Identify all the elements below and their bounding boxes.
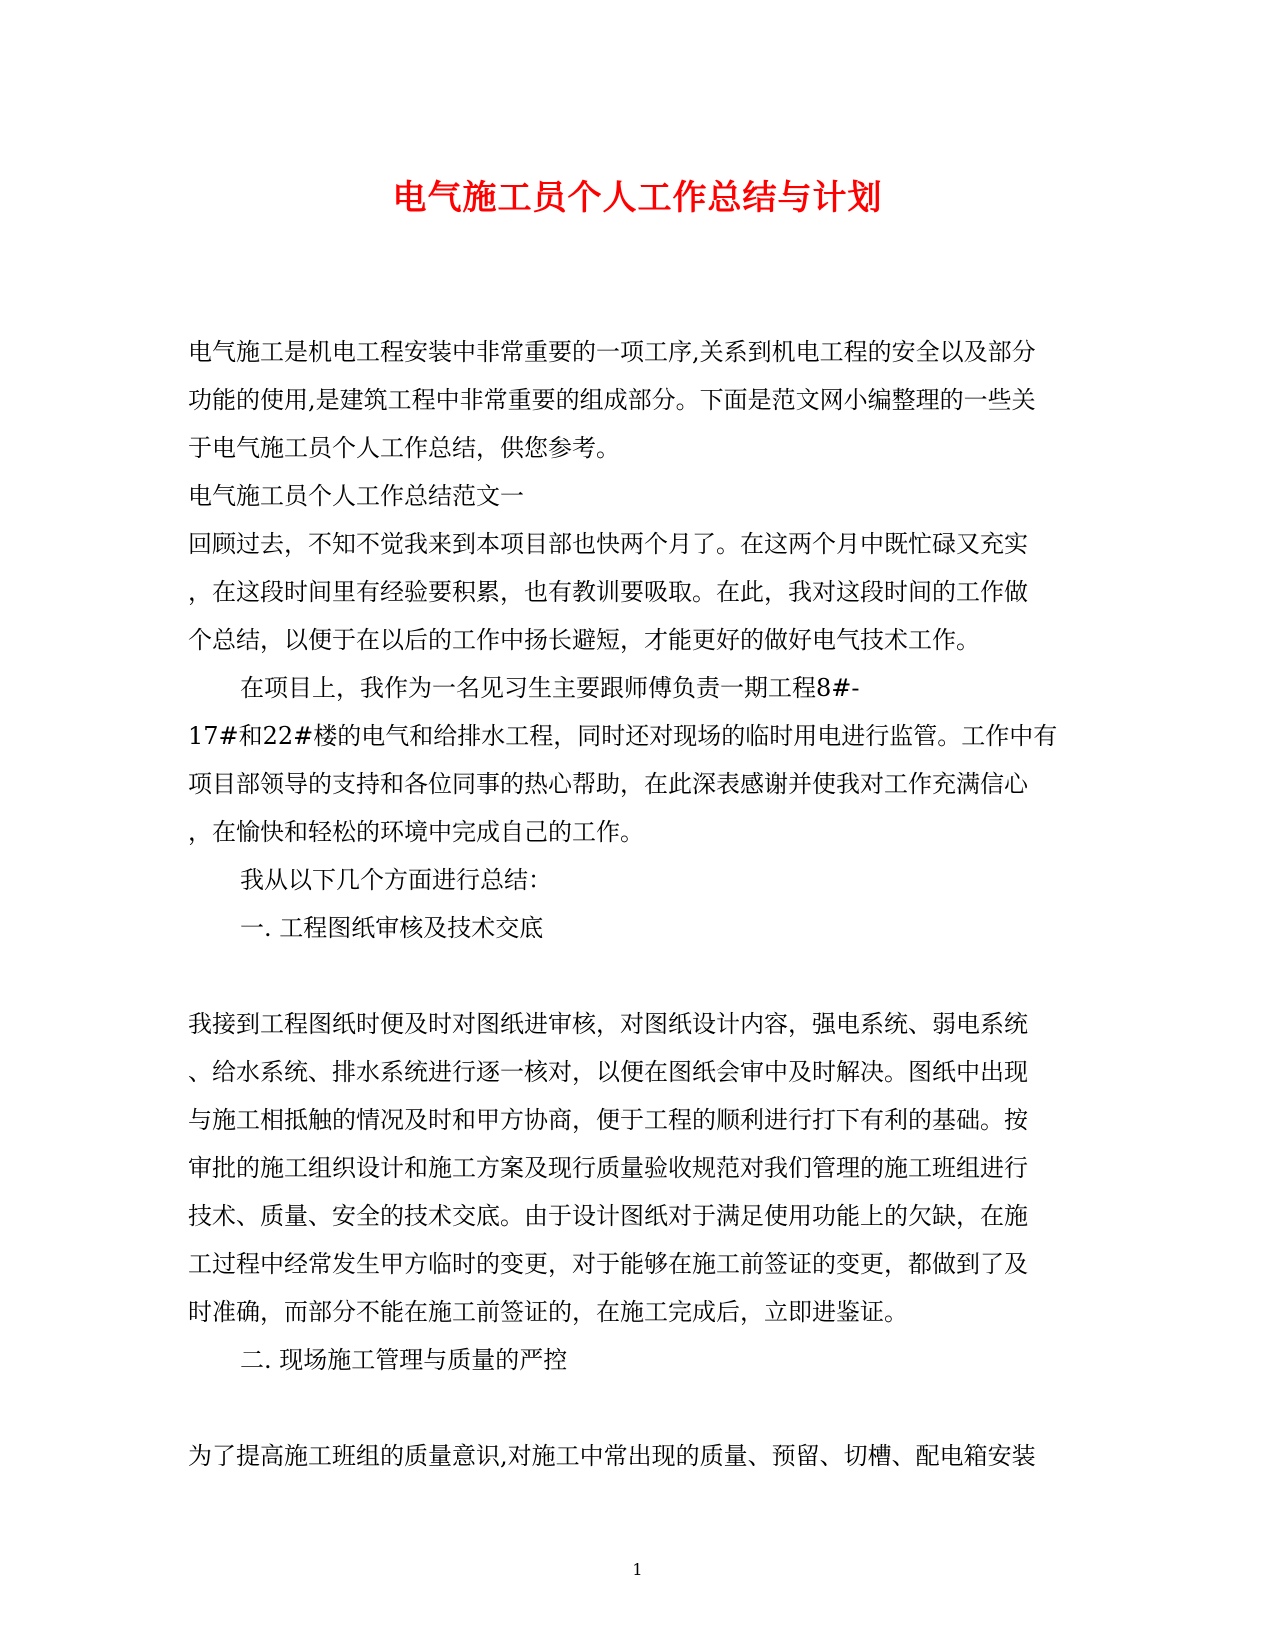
intro-line-3: 于电气施工员个人工作总结，供您参考。 [188,434,620,462]
document-title: 电气施工员个人工作总结与计划 [392,178,883,218]
drawing-line-6: 工过程中经常发生甲方临时的变更，对于能够在施工前签证的变更，都做到了及 [188,1250,1028,1278]
project-line-4: ，在愉快和轻松的环境中完成自己的工作。 [188,818,644,846]
drawing-line-7: 时准确，而部分不能在施工前签证的，在施工完成后，立即进鉴证。 [188,1298,908,1326]
intro-line-1: 电气施工是机电工程安装中非常重要的一项工序,关系到机电工程的安全以及部分 [188,338,1036,366]
paragraph-gap [188,1384,1068,1432]
section-heading-example-one: 电气施工员个人工作总结范文一 [188,482,524,510]
summary-intro-line: 我从以下几个方面进行总结： [240,866,552,894]
project-line-2: 17#和22#楼的电气和给排水工程，同时还对现场的临时用电进行监管。工作中有 [188,722,1058,750]
drawing-line-2: 、给水系统、排水系统进行逐一核对，以便在图纸会审中及时解决。图纸中出现 [188,1058,1028,1086]
page-number: 1 [632,1560,643,1579]
quality-line-1: 为了提高施工班组的质量意识,对施工中常出现的质量、预留、切槽、配电箱安装 [188,1442,1036,1470]
project-line-1: 在项目上，我作为一名见习生主要跟师傅负责一期工程8#- [240,674,860,702]
drawing-line-5: 技术、质量、安全的技术交底。由于设计图纸对于满足使用功能上的欠缺，在施 [188,1202,1028,1230]
paragraph-gap [188,952,1068,1000]
intro-line-2: 功能的使用,是建筑工程中非常重要的组成部分。下面是范文网小编整理的一些关 [188,386,1036,414]
review-line-2: ，在这段时间里有经验要积累，也有教训要吸取。在此，我对这段时间的工作做 [188,578,1028,606]
review-line-1: 回顾过去，不知不觉我来到本项目部也快两个月了。在这两个月中既忙碌又充实 [188,530,1028,558]
document-body [188,328,1068,1480]
drawing-line-4: 审批的施工组织设计和施工方案及现行质量验收规范对我们管理的施工班组进行 [188,1154,1028,1182]
project-line-3: 项目部领导的支持和各位同事的热心帮助，在此深表感谢并使我对工作充满信心 [188,770,1028,798]
heading-drawing-review: 一. 工程图纸审核及技术交底 [240,914,544,942]
heading-site-management: 二. 现场施工管理与质量的严控 [240,1346,568,1374]
review-line-3: 个总结，以便于在以后的工作中扬长避短，才能更好的做好电气技术工作。 [188,626,980,654]
drawing-line-1: 我接到工程图纸时便及时对图纸进审核，对图纸设计内容，强电系统、弱电系统 [188,1010,1028,1038]
drawing-line-3: 与施工相抵触的情况及时和甲方协商，便于工程的顺利进行打下有利的基础。按 [188,1106,1028,1134]
